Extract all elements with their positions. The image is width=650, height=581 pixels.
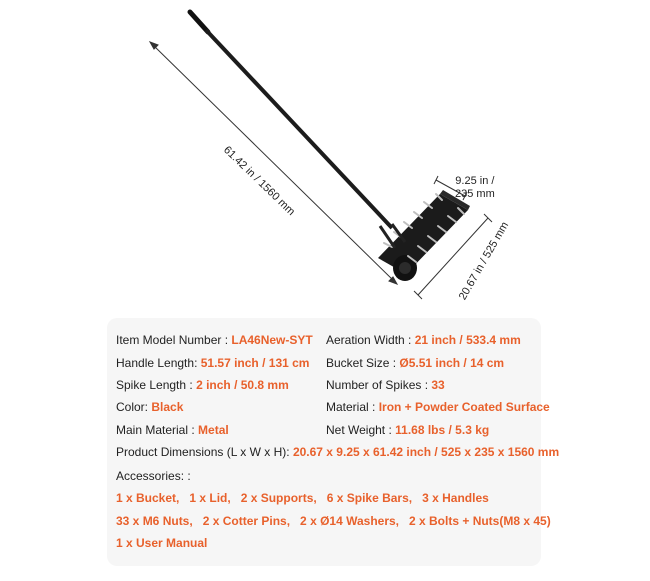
depth-label-line1: 9.25 in /: [455, 175, 495, 187]
spec-main-material-label: Main Material :: [116, 423, 199, 437]
aerator-handle: [190, 12, 392, 228]
spec-material-label: Material :: [326, 400, 379, 414]
spec-number-of-spikes: [326, 378, 445, 393]
spec-spike-length-label: Spike Length :: [116, 378, 197, 392]
spec-main-material-value: Metal: [198, 423, 229, 437]
depth-label-line2: 235 mm: [455, 188, 495, 200]
spec-spikes-value: 33: [431, 378, 445, 392]
spec-spike-length-value: 2 inch / 50.8 mm: [196, 378, 289, 392]
spec-aeration-value: 21 inch / 533.4 mm: [414, 333, 521, 347]
spec-bucket-label: Bucket Size :: [326, 356, 400, 370]
spec-color: [116, 400, 183, 415]
spec-material-value: Iron + Powder Coated Surface: [378, 400, 550, 414]
spec-material: [326, 400, 550, 415]
spec-handle-value: 51.57 inch / 131 cm: [200, 356, 310, 370]
spec-weight-value: 11.68 lbs / 5.3 kg: [395, 423, 490, 437]
spec-model: [116, 333, 313, 348]
spec-product-dim-label: Product Dimensions (L x W x H):: [116, 445, 293, 459]
width-dimension-label: 20.67 in / 525 mm: [456, 219, 512, 303]
spec-spike-length: [116, 378, 289, 393]
accessories-line-3: 1 x User Manual: [116, 536, 208, 550]
spec-main-material: [116, 423, 229, 438]
spec-handle-label: Handle Length:: [116, 356, 201, 370]
spec-aeration-width: [326, 333, 521, 348]
spec-weight-label: Net Weight :: [326, 423, 396, 437]
accessories-line-2: 33 x M6 Nuts, 2 x Cotter Pins, 2 x Ø14 Washers, 2 x Bolts + Nuts(M8 x 45): [116, 514, 551, 528]
aerator-roller: [378, 190, 470, 281]
accessories-heading: Accessories: :: [116, 469, 191, 483]
spec-color-value: Black: [151, 400, 184, 414]
spec-net-weight: [326, 423, 489, 438]
accessories-line-1: 1 x Bucket, 1 x Lid, 2 x Supports, 6 x Spike Bars, 3 x Handles: [116, 491, 489, 505]
length-dimension-line: [150, 42, 397, 284]
spec-model-value: LA46New-SYT: [231, 333, 313, 347]
spec-bucket-size: [326, 356, 504, 371]
length-dimension-label: 61.42 in / 1560 mm: [221, 143, 298, 219]
depth-dimension-label: [455, 175, 495, 201]
spec-product-dimensions: [116, 445, 559, 460]
spec-color-label: Color:: [116, 400, 152, 414]
spec-bucket-value: Ø5.51 inch / 14 cm: [399, 356, 505, 370]
spec-handle-length: [116, 356, 309, 371]
spec-spikes-label: Number of Spikes :: [326, 378, 432, 392]
spec-model-label: Item Model Number :: [116, 333, 232, 347]
spec-product-dim-value: 20.67 x 9.25 x 61.42 inch / 525 x 235 x 1560 mm: [292, 445, 560, 459]
spec-aeration-label: Aeration Width :: [326, 333, 415, 347]
